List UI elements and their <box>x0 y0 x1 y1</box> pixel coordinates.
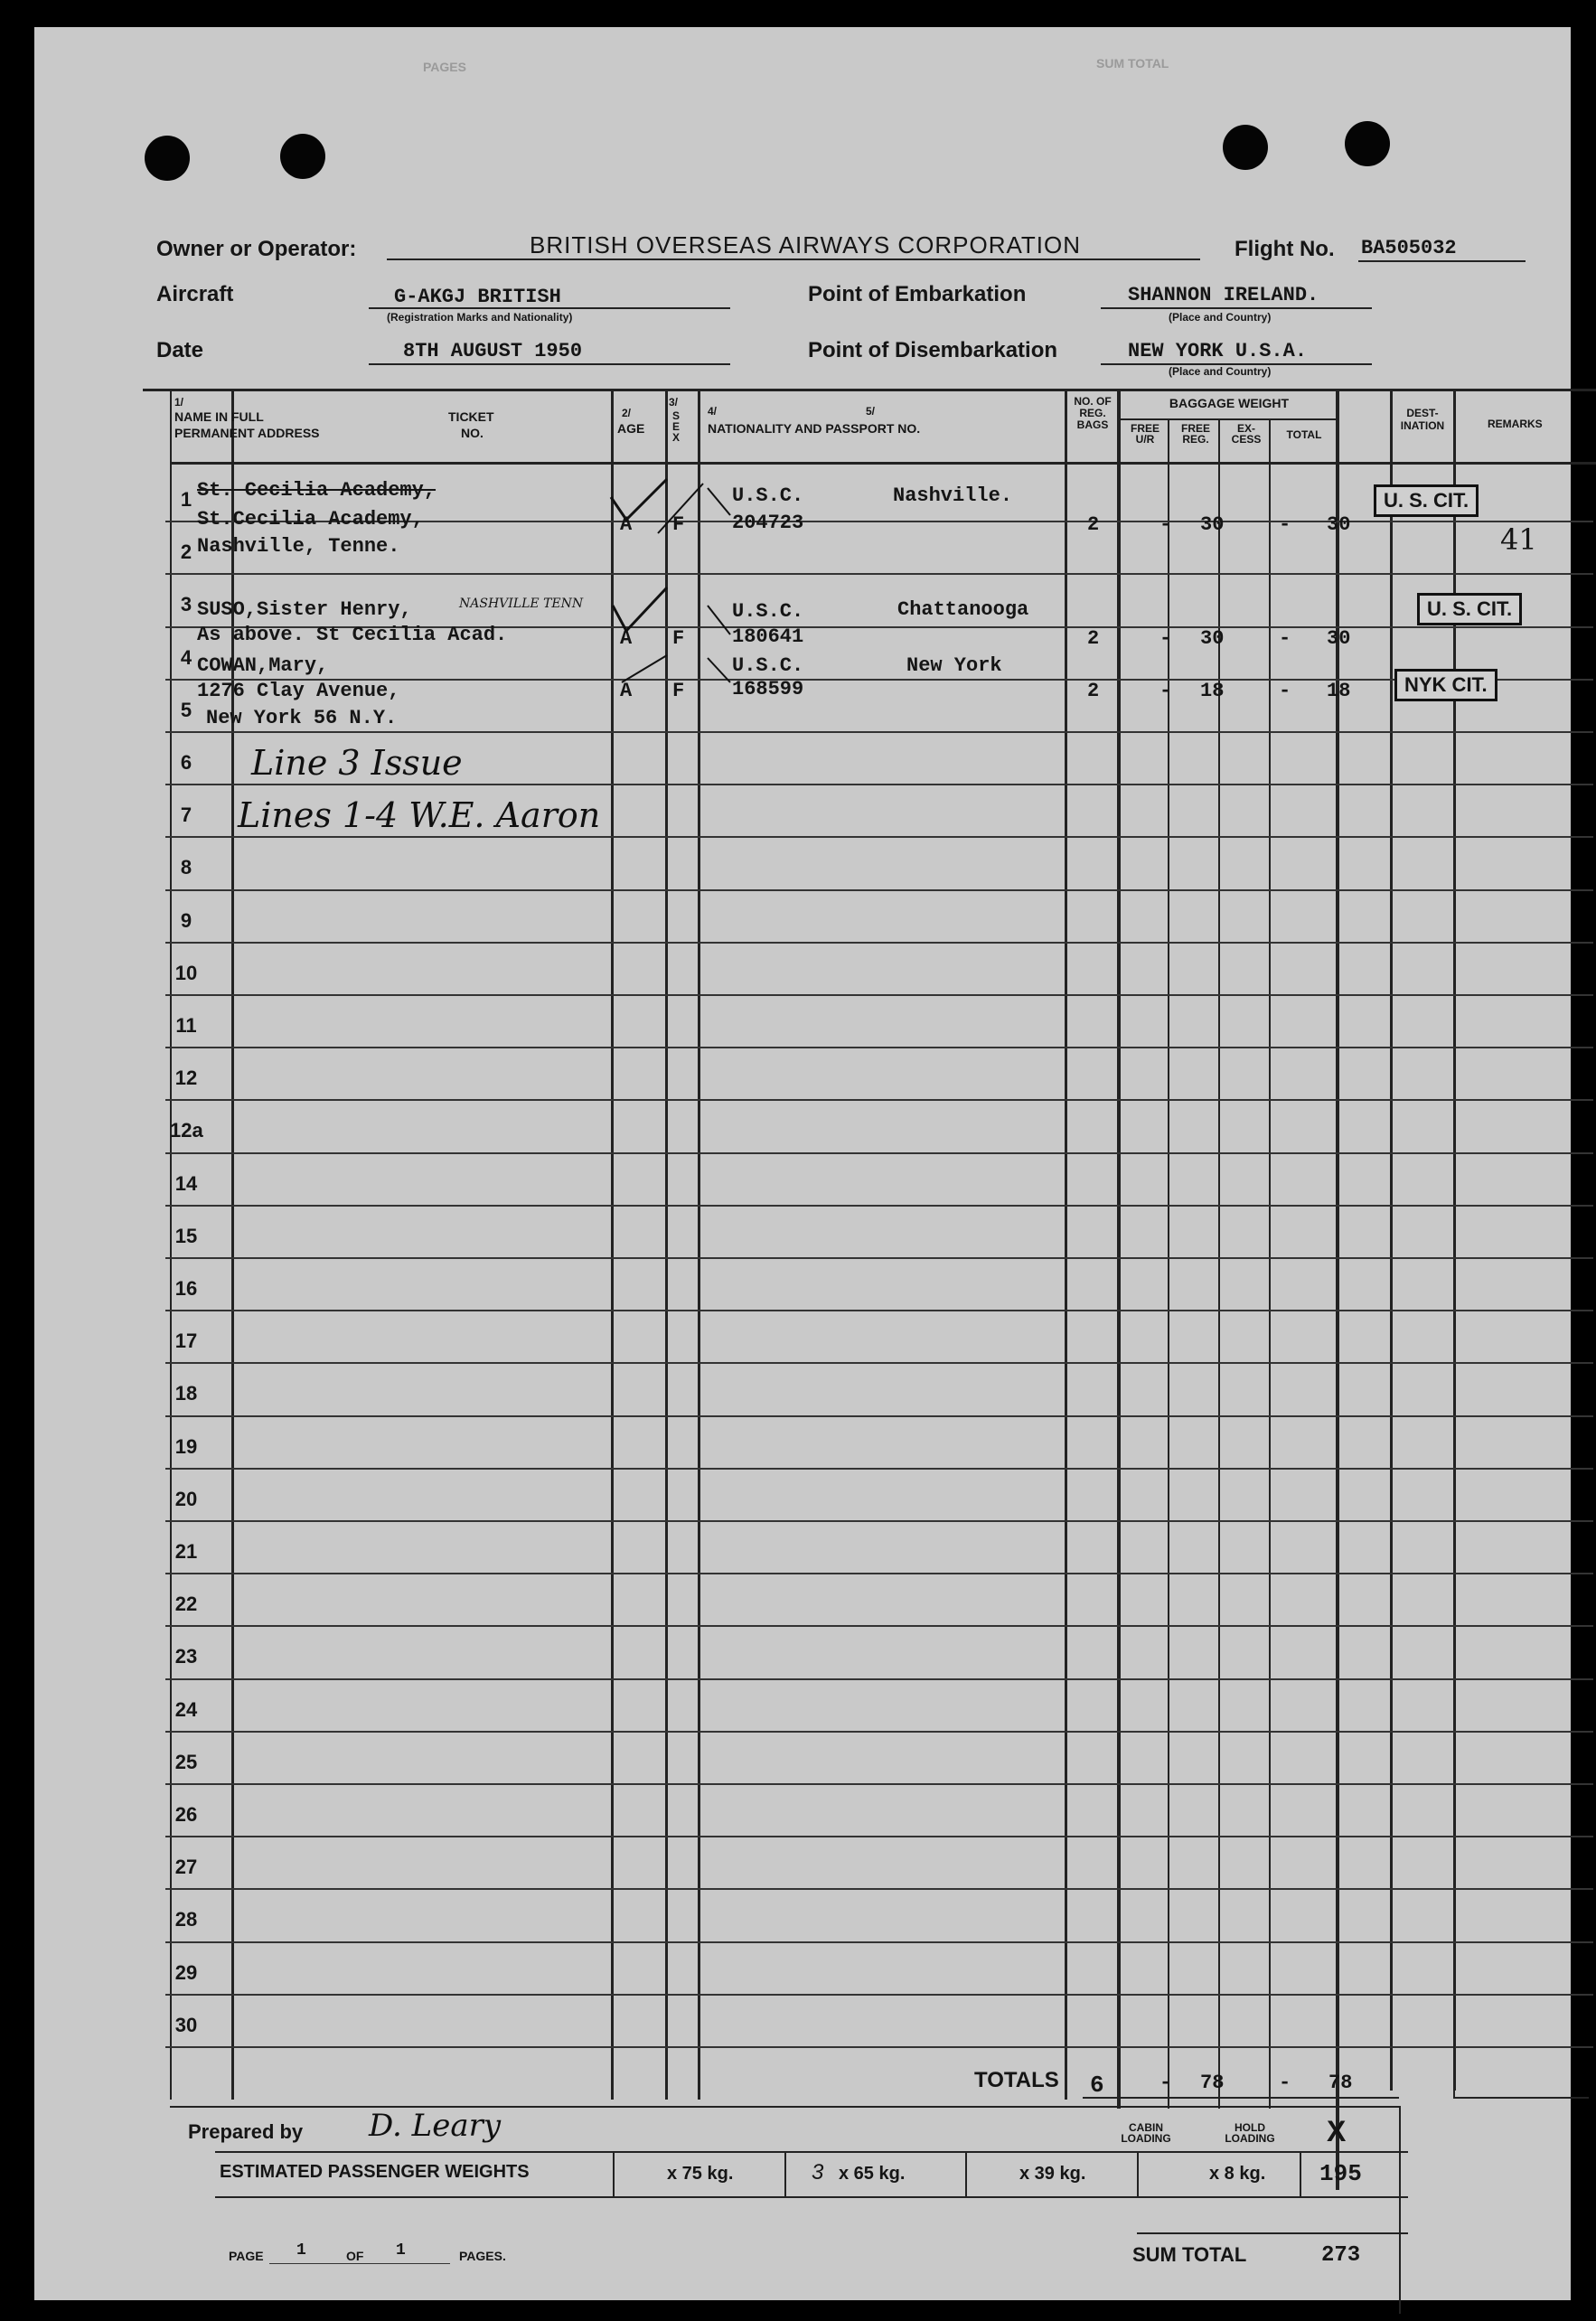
owner-label: Owner or Operator: <box>156 237 357 261</box>
slash-mark <box>708 488 730 515</box>
row-number: 2 <box>180 540 192 564</box>
entry2-passport: 180641 <box>732 625 804 648</box>
slash-mark <box>708 606 730 634</box>
entry2-free-ur: - <box>1159 627 1172 650</box>
row-number: 3 <box>180 593 192 616</box>
row-line <box>165 1152 1593 1154</box>
col-address-header: PERMANENT ADDRESS <box>174 426 320 440</box>
entry3-excess: - <box>1279 680 1291 702</box>
entry1-sex: F <box>672 513 685 536</box>
entry3-sex: F <box>672 680 685 702</box>
entry2-name: SUSO,Sister Henry, <box>197 598 412 621</box>
entry1-addr1: St.Cecilia Academy, <box>197 508 424 531</box>
free-reg-h2: REG. <box>1182 433 1209 446</box>
row-number: 16 <box>174 1277 198 1300</box>
row-line <box>165 1205 1593 1207</box>
row-number: 10 <box>174 961 198 984</box>
disembark-value: NEW YORK U.S.A. <box>1128 340 1308 362</box>
page-label: PAGE <box>229 2249 264 2263</box>
row-line <box>165 1888 1593 1890</box>
entry2-dest-stamp: U. S. CIT. <box>1417 593 1522 625</box>
row-line <box>165 1678 1593 1680</box>
dest-h2: INATION <box>1400 419 1445 432</box>
weight-8: x 8 kg. <box>1209 2164 1266 2184</box>
cabin-loading-1: CABIN <box>1129 2121 1163 2134</box>
free-reg-h1: FREE <box>1180 422 1210 435</box>
date-value: 8TH AUGUST 1950 <box>403 340 583 362</box>
totals-excess: - <box>1279 2072 1291 2094</box>
hold-loading-1: HOLD <box>1235 2121 1265 2134</box>
row-number: 8 <box>180 856 192 879</box>
entry3-dest-stamp: NYK CIT. <box>1394 669 1497 701</box>
row-line <box>165 1520 1593 1522</box>
row-number: 21 <box>174 1540 198 1563</box>
entry1-age: A <box>620 513 633 536</box>
row-number: 25 <box>174 1750 198 1773</box>
page-underline <box>269 2263 450 2264</box>
row-line <box>165 1257 1593 1259</box>
row-number: 24 <box>174 1697 198 1721</box>
entry2-city: Chattanooga <box>897 598 1029 621</box>
entry3-free-reg: 18 <box>1200 680 1225 702</box>
slash-mark <box>708 658 730 682</box>
totals-label: TOTALS <box>974 2068 1059 2092</box>
slash-mark <box>658 484 703 533</box>
weight-65: x 65 kg. <box>839 2164 906 2184</box>
totals-free-ur: - <box>1159 2072 1172 2094</box>
totals-free-reg: 78 <box>1200 2072 1225 2094</box>
row-line <box>165 1941 1593 1943</box>
aircraft-value: G-AKGJ BRITISH <box>394 286 561 308</box>
free-ur-h2: U/R <box>1135 433 1155 446</box>
total-header: TOTAL <box>1286 428 1322 441</box>
entry2-addr1: As above. St Cecilia Acad. <box>197 624 508 646</box>
bleed-pages: PAGES <box>423 60 466 74</box>
disembark-caption: (Place and Country) <box>1169 365 1272 378</box>
entry1-free-reg: 30 <box>1200 513 1225 536</box>
row-number: 18 <box>174 1382 198 1405</box>
totals-total: 78 <box>1328 2072 1353 2094</box>
col-ticket-header: TICKET <box>448 409 494 424</box>
excess-h2: CESS <box>1231 433 1262 446</box>
prepared-signature: D. Leary <box>369 2108 502 2144</box>
entry1-free-ur: - <box>1159 513 1172 536</box>
col-name-header: NAME IN FULL <box>174 409 264 424</box>
row-line <box>165 1468 1593 1470</box>
row-number: 14 <box>174 1171 198 1195</box>
entry1-bags: 2 <box>1087 513 1100 536</box>
flight-value: BA505032 <box>1361 237 1457 259</box>
col-sex-header: SEX <box>672 409 681 444</box>
handwritten-line6: Line 3 Issue <box>251 743 463 783</box>
col-nationality-header: NATIONALITY AND PASSPORT NO. <box>708 421 921 436</box>
row-number: 26 <box>174 1803 198 1826</box>
loading-checkmark: X <box>1327 2115 1347 2147</box>
entry3-city: New York <box>906 654 1002 677</box>
entry2-excess: - <box>1279 627 1291 650</box>
weights-divider <box>965 2151 967 2198</box>
entry2-total: 30 <box>1327 627 1351 650</box>
row-line <box>165 1836 1593 1837</box>
remarks-edge <box>1453 2034 1455 2099</box>
owner-value: BRITISH OVERSEAS AIRWAYS CORPORATION <box>530 231 1082 258</box>
row-number: 6 <box>180 751 192 774</box>
bleed-sum-total: SUM TOTAL <box>1096 56 1169 70</box>
bags-h3: BAGS <box>1076 418 1109 431</box>
entry1-addr2: Nashville, Tenne. <box>197 535 400 558</box>
page-num: 1 <box>296 2241 306 2260</box>
prepared-label: Prepared by <box>188 2120 304 2143</box>
of-label: OF <box>346 2249 364 2263</box>
row-line <box>165 1310 1593 1311</box>
col4-num: 4/ <box>708 405 718 418</box>
weights-divider <box>1300 2151 1301 2198</box>
footer-top-line <box>170 2106 1399 2108</box>
entry2-sex: F <box>672 627 685 650</box>
dest-h1: DEST- <box>1406 407 1439 419</box>
weight-total: 195 <box>1319 2160 1362 2187</box>
manifest-sheet <box>34 27 1571 2300</box>
entry2-age: A <box>620 627 633 650</box>
entry3-bags: 2 <box>1087 680 1100 702</box>
entry3-free-ur: - <box>1159 680 1172 702</box>
col1-num: 1/ <box>174 396 184 409</box>
row-number: 5 <box>180 698 192 721</box>
row-line <box>165 1731 1593 1733</box>
footer-right-edge <box>1399 2106 1401 2314</box>
hold-loading <box>1209 2122 1291 2144</box>
row-number: 11 <box>175 1014 197 1037</box>
entry1-name: St. Cecilia Academy, <box>197 479 437 502</box>
weights-divider <box>784 2151 786 2198</box>
row-line <box>165 1573 1593 1574</box>
row-number: 30 <box>174 2013 198 2036</box>
baggage-weight-header: BAGGAGE WEIGHT <box>1169 396 1290 410</box>
entry1-dest-stamp: U. S. CIT. <box>1374 484 1479 517</box>
row-number: 17 <box>174 1330 198 1353</box>
row-line <box>165 1362 1593 1364</box>
entry1-excess: - <box>1279 513 1291 536</box>
row-number: 15 <box>174 1224 198 1247</box>
weights-divider <box>613 2151 615 2198</box>
weights-top-line <box>215 2151 1408 2153</box>
entry3-addr1: 1276 Clay Avenue, <box>197 680 400 702</box>
embark-label: Point of Embarkation <box>808 282 1027 306</box>
entry2-nationality: U.S.C. <box>732 600 804 623</box>
row-line <box>165 2046 1593 2048</box>
row-line <box>165 1994 1593 1996</box>
embark-value: SHANNON IRELAND. <box>1128 284 1319 306</box>
row-number: 23 <box>174 1645 198 1668</box>
entry1-passport: 204723 <box>732 512 804 534</box>
weight-75: x 75 kg. <box>667 2164 734 2184</box>
check-mark <box>611 479 667 520</box>
date-label: Date <box>156 338 204 362</box>
row-line <box>165 1099 1593 1101</box>
entry3-nationality: U.S.C. <box>732 654 804 677</box>
col-age-header: AGE <box>617 421 645 436</box>
sum-total-label: SUM TOTAL <box>1132 2243 1247 2266</box>
aircraft-label: Aircraft <box>156 282 234 306</box>
col5-num: 5/ <box>866 405 876 418</box>
weight-65-count: 3 <box>812 2160 824 2185</box>
weights-bottom-line <box>215 2196 1408 2198</box>
estimated-weights-label: ESTIMATED PASSENGER WEIGHTS <box>220 2162 530 2182</box>
entry3-name: COWAN,Mary, <box>197 654 329 677</box>
check-marks <box>34 27 1571 841</box>
row-number: 1 <box>180 488 192 511</box>
entry1-remark: 41 <box>1500 522 1537 557</box>
sum-total-top-line <box>1137 2232 1408 2234</box>
sum-total-value: 273 <box>1321 2243 1361 2268</box>
weights-divider <box>1137 2151 1139 2198</box>
aircraft-caption: (Registration Marks and Nationality) <box>387 311 573 324</box>
cabin-loading-2: LOADING <box>1121 2132 1171 2145</box>
hold-loading-2: LOADING <box>1225 2132 1275 2145</box>
row-line <box>165 1047 1593 1048</box>
entry3-passport: 168599 <box>732 678 804 700</box>
disembark-label: Point of Disembarkation <box>808 338 1058 362</box>
row-number: 22 <box>174 1593 198 1616</box>
row-number: 7 <box>180 803 192 827</box>
row-line <box>165 942 1593 944</box>
of-num: 1 <box>396 2241 406 2260</box>
totals-bags: 6 <box>1090 2072 1104 2099</box>
slash-mark <box>622 655 667 682</box>
row-line <box>165 1783 1593 1785</box>
remarks-bottom-line <box>1453 2097 1589 2099</box>
flight-label: Flight No. <box>1235 237 1335 261</box>
row-line <box>165 1415 1593 1417</box>
remarks-header: REMARKS <box>1488 418 1543 430</box>
row-number: 4 <box>180 645 192 669</box>
row-number: 29 <box>174 1960 198 1984</box>
handwritten-line7: Lines 1-4 W.E. Aaron <box>238 795 601 835</box>
col3-num: 3/ <box>669 396 679 409</box>
bags-h2: REG. <box>1079 407 1106 419</box>
row-number: 27 <box>174 1856 198 1879</box>
pages-label: PAGES. <box>459 2249 506 2263</box>
weight-39: x 39 kg. <box>1019 2164 1086 2184</box>
row-line <box>165 1625 1593 1627</box>
entry3-age: A <box>620 680 633 702</box>
entry3-total: 18 <box>1327 680 1351 702</box>
bags-h1: NO. OF <box>1074 395 1112 408</box>
row-number: 9 <box>180 908 192 932</box>
totals-underline <box>1083 2097 1399 2099</box>
cabin-loading <box>1119 2122 1173 2144</box>
embark-caption: (Place and Country) <box>1169 311 1272 324</box>
entry1-total: 30 <box>1327 513 1351 536</box>
entry2-hand-note: NASHVILLE TENN <box>459 597 584 611</box>
entry2-bags: 2 <box>1087 627 1100 650</box>
row-line <box>165 889 1593 891</box>
free-ur-h1: FREE <box>1130 422 1159 435</box>
check-mark <box>613 587 667 631</box>
entry2-free-reg: 30 <box>1200 627 1225 650</box>
col2-num: 2/ <box>622 407 632 419</box>
row-number: 19 <box>174 1434 198 1458</box>
entry1-nationality: U.S.C. <box>732 484 804 507</box>
row-number: 28 <box>174 1908 198 1931</box>
entry1-city: Nashville. <box>893 484 1013 507</box>
excess-h1: EX- <box>1236 422 1255 435</box>
col-ticket-no-header: NO. <box>461 426 483 440</box>
row-number: 20 <box>174 1487 198 1510</box>
row-line <box>165 994 1593 996</box>
entry3-addr2: New York 56 N.Y. <box>206 707 398 729</box>
row-number: 12a <box>170 1119 203 1142</box>
row-number: 12 <box>174 1067 198 1090</box>
